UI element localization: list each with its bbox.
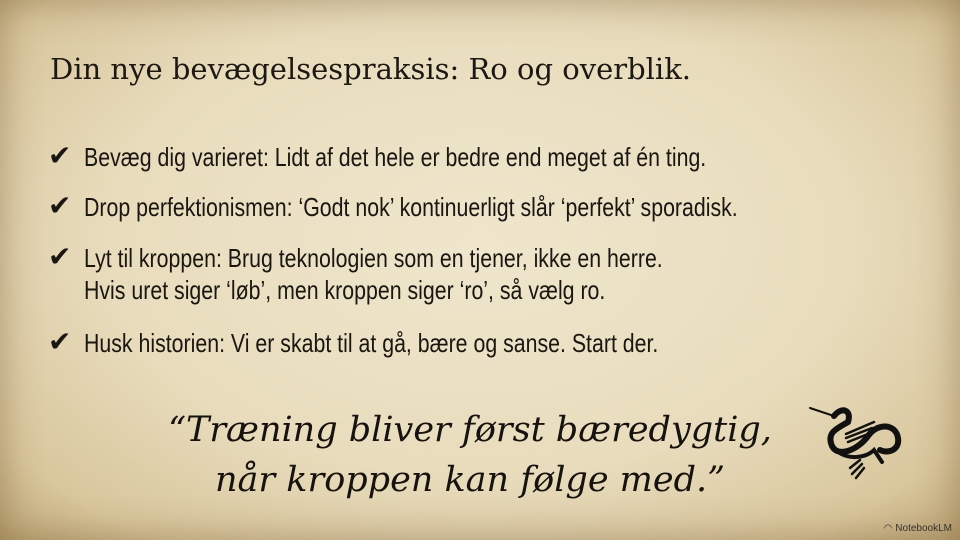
bullet-text: Lyt til kroppen: Brug teknologien som en tjener, ikke en herre.: [84, 243, 663, 273]
bullet-text: Drop perfektionismen: ‘Godt nok’ kontinuerligt slår ‘perfekt’ sporadisk.: [84, 192, 738, 222]
quote-line: “Træning bliver først bæredygtig,: [168, 410, 772, 450]
bullet-item: [48, 191, 881, 223]
checkmark-icon: ✔: [48, 241, 72, 272]
watermark-text: NotebookLM: [895, 523, 952, 534]
watermark: [884, 523, 952, 534]
page-title: Din nye bevægelsespraksis: Ro og overblik.: [50, 52, 692, 86]
bullet-item: [48, 327, 784, 359]
checkmark-icon: ✔: [48, 190, 72, 221]
bullet-item: [48, 242, 790, 306]
bullet-text: Bevæg dig varieret: Lidt af det hele er bedre end meget af én ting.: [84, 142, 707, 172]
checkmark-icon: ✔: [48, 140, 72, 171]
bullet-text-continued: Hvis uret siger ‘løb’, men kroppen siger ‘ro’, så vælg ro.: [84, 275, 606, 305]
bullet-item: [48, 141, 843, 173]
quote: [120, 405, 820, 505]
bullet-text: Husk historien: Vi er skabt til at gå, bære og sanse. Start der.: [84, 328, 659, 358]
quote-line: når kroppen kan følge med.”: [215, 460, 725, 500]
notebooklm-logo-icon: ◠: [883, 523, 893, 534]
checkmark-icon: ✔: [48, 326, 72, 357]
sankofa-bird-icon: [808, 398, 904, 488]
